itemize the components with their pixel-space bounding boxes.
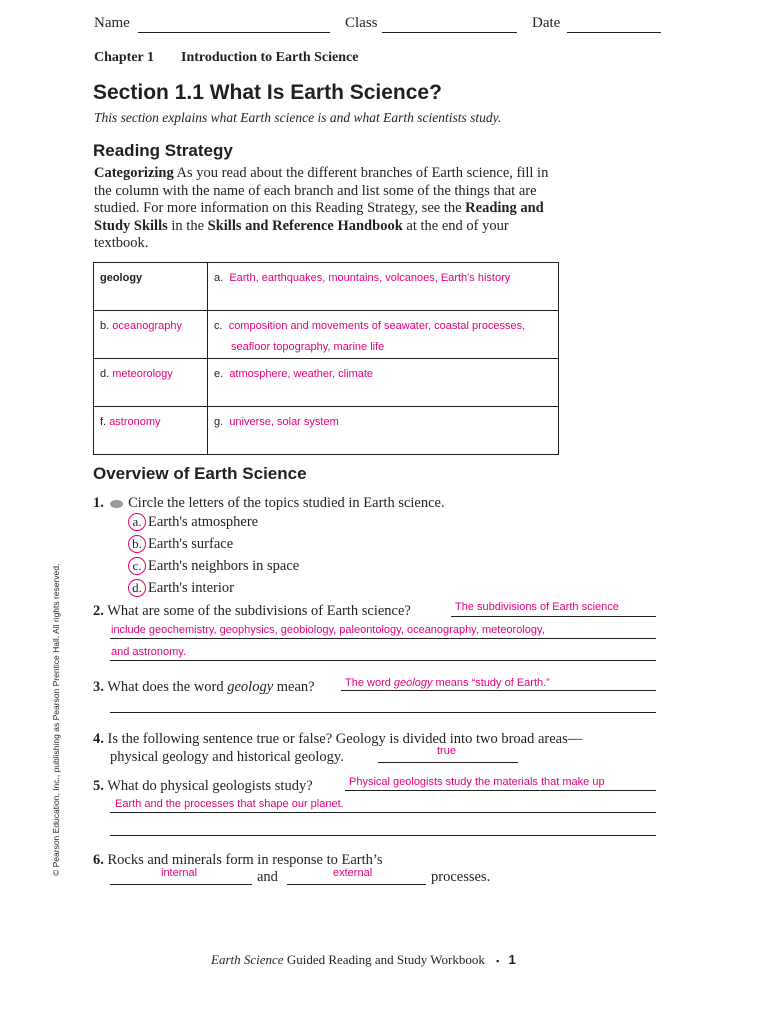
processes-word: processes. — [431, 869, 491, 885]
chapter-title: Introduction to Earth Science — [181, 50, 359, 65]
answer-line[interactable] — [451, 616, 656, 617]
table-cell-topics[interactable] — [208, 407, 559, 455]
answer-line[interactable] — [110, 638, 656, 639]
question-2 — [93, 602, 411, 620]
reading-strategy-heading: Reading Strategy — [93, 141, 233, 160]
table-cell-topics[interactable] — [208, 359, 559, 407]
answer-text-end: means “study of Earth.” — [432, 677, 550, 689]
answer-branch: oceanography — [112, 320, 182, 332]
answer-line[interactable] — [110, 712, 656, 713]
strategy-text-1: As you read about the different branches of Earth science, fill in the column with the name of each branch and list some of the things that are studied. For more information on this Reading Strategy, see the — [94, 165, 549, 216]
answer-topics: composition and movements of seawater, coastal processes, seafloor topography, marine life — [228, 320, 526, 353]
answer-4: true — [437, 745, 456, 757]
question-text: Circle the letters of the topics studied in Earth science. — [128, 495, 445, 511]
and-word: and — [257, 869, 278, 885]
footer-book-title: Earth Science — [211, 952, 284, 967]
item-letter: b. — [100, 320, 110, 332]
class-label: Class — [345, 15, 378, 31]
table-cell-branch[interactable] — [94, 263, 208, 311]
item-letter: a. — [214, 272, 224, 284]
answer-line[interactable] — [341, 690, 656, 691]
answer-2-line-1: The subdivisions of Earth science — [455, 601, 619, 613]
table-cell-topics[interactable] — [208, 311, 559, 359]
answer-line[interactable] — [110, 660, 656, 661]
question-number: 4. — [93, 731, 104, 747]
skills-handbook-ref: Skills and Reference Handbook — [207, 217, 403, 234]
table-cell-topics[interactable] — [208, 263, 559, 311]
answer-branch: meteorology — [112, 368, 173, 380]
class-field[interactable] — [382, 32, 517, 33]
section-subtitle: This section explains what Earth science is and what Earth scientists study. — [94, 110, 502, 125]
question-number: 6. — [93, 852, 104, 868]
categorizing-lead: Categorizing — [94, 165, 174, 181]
answer-6-internal: internal — [161, 867, 198, 879]
item-letter: c. — [214, 320, 223, 332]
option-text: Earth's neighbors in space — [148, 558, 300, 574]
date-field[interactable] — [567, 32, 661, 33]
date-label: Date — [532, 15, 561, 31]
question-number: 1. — [93, 495, 104, 511]
answer-5-line-1: Physical geologists study the materials that make up — [349, 776, 605, 788]
page-number: 1 — [508, 952, 516, 967]
table-row — [94, 263, 559, 311]
answer-line[interactable] — [345, 790, 656, 791]
branches-table — [93, 262, 559, 455]
question-1 — [93, 494, 445, 512]
footer — [211, 952, 516, 968]
answer-line[interactable] — [378, 762, 518, 763]
answer-5-line-2: Earth and the processes that shape our planet. — [115, 798, 344, 810]
copyright-note: © Pearson Education, Inc., publishing as Pearson Prentice Hall. All rights reserved. — [51, 563, 61, 876]
item-letter: g. — [214, 416, 224, 428]
option-c[interactable] — [128, 557, 299, 575]
item-letter: d. — [100, 368, 110, 380]
table-cell-branch[interactable] — [94, 407, 208, 455]
reading-strategy-paragraph — [94, 165, 556, 253]
name-field[interactable] — [138, 32, 330, 33]
answer-line[interactable] — [110, 835, 656, 836]
question-4-line-2: physical geology and historical geology. — [110, 749, 344, 765]
answer-branch: astronomy — [109, 416, 161, 428]
overview-heading: Overview of Earth Science — [93, 464, 307, 483]
answer-topics: Earth, earthquakes, mountains, volcanoes, Earth's history — [229, 272, 511, 284]
option-text: Earth's atmosphere — [148, 514, 259, 530]
table-row — [94, 311, 559, 359]
question-text-em: geology — [227, 679, 274, 695]
answer-line[interactable] — [110, 812, 656, 813]
bullet-icon: ▪ — [496, 956, 500, 967]
circled-letter: a. — [128, 513, 146, 531]
answer-2-line-3: and astronomy. — [111, 646, 187, 658]
strategy-text-3: at the end of your textbook. — [94, 217, 509, 251]
answer-line[interactable] — [287, 884, 426, 885]
answer-2-line-2: include geochemistry, geophysics, geobiology, paleontology, oceanography, meteorology, — [111, 624, 545, 636]
reading-checkpoint-icon — [110, 500, 123, 508]
question-number: 5. — [93, 778, 104, 794]
option-b[interactable] — [128, 535, 233, 553]
circled-letter: d. — [128, 579, 146, 597]
answer-text: The word — [345, 677, 394, 689]
question-number: 3. — [93, 679, 104, 695]
table-cell-branch[interactable] — [94, 359, 208, 407]
question-text: What are some of the subdivisions of Earth science? — [107, 603, 411, 619]
answer-line[interactable] — [110, 884, 252, 885]
question-text: Rocks and minerals form in response to Earth’s — [107, 852, 383, 868]
branch-geology: geology — [100, 272, 143, 284]
option-text: Earth's interior — [148, 580, 234, 596]
answer-text-em: geology — [393, 677, 433, 689]
chapter-number: Chapter 1 — [94, 50, 155, 65]
item-letter: e. — [214, 368, 224, 380]
option-d[interactable] — [128, 579, 234, 597]
question-5 — [93, 777, 313, 795]
strategy-text-2: in the — [167, 217, 208, 234]
answer-topics: universe, solar system — [229, 416, 339, 428]
question-text: Is the following sentence true or false? Geology is divided into two broad areas— — [107, 731, 583, 747]
answer-topics: atmosphere, weather, climate — [229, 368, 373, 380]
circled-letter: c. — [128, 557, 146, 575]
question-number: 2. — [93, 603, 104, 619]
question-text-end: mean? — [273, 679, 315, 695]
table-row — [94, 359, 559, 407]
question-text: What do physical geologists study? — [107, 778, 313, 794]
question-3 — [93, 678, 315, 696]
item-letter: f. — [100, 416, 107, 428]
answer-6-external: external — [333, 867, 373, 879]
footer-book-subtitle: Guided Reading and Study Workbook — [283, 952, 485, 967]
table-row — [94, 407, 559, 455]
answer-3 — [345, 677, 550, 689]
reading-study-skills-ref: Reading and Study Skills — [94, 200, 544, 234]
section-title: Section 1.1 What Is Earth Science? — [93, 81, 442, 104]
option-a[interactable] — [128, 513, 258, 531]
question-4 — [93, 730, 582, 748]
question-text: What does the word — [107, 679, 228, 695]
table-cell-branch[interactable] — [94, 311, 208, 359]
circled-letter: b. — [128, 535, 146, 553]
option-text: Earth's surface — [148, 536, 234, 552]
name-label: Name — [94, 15, 130, 31]
